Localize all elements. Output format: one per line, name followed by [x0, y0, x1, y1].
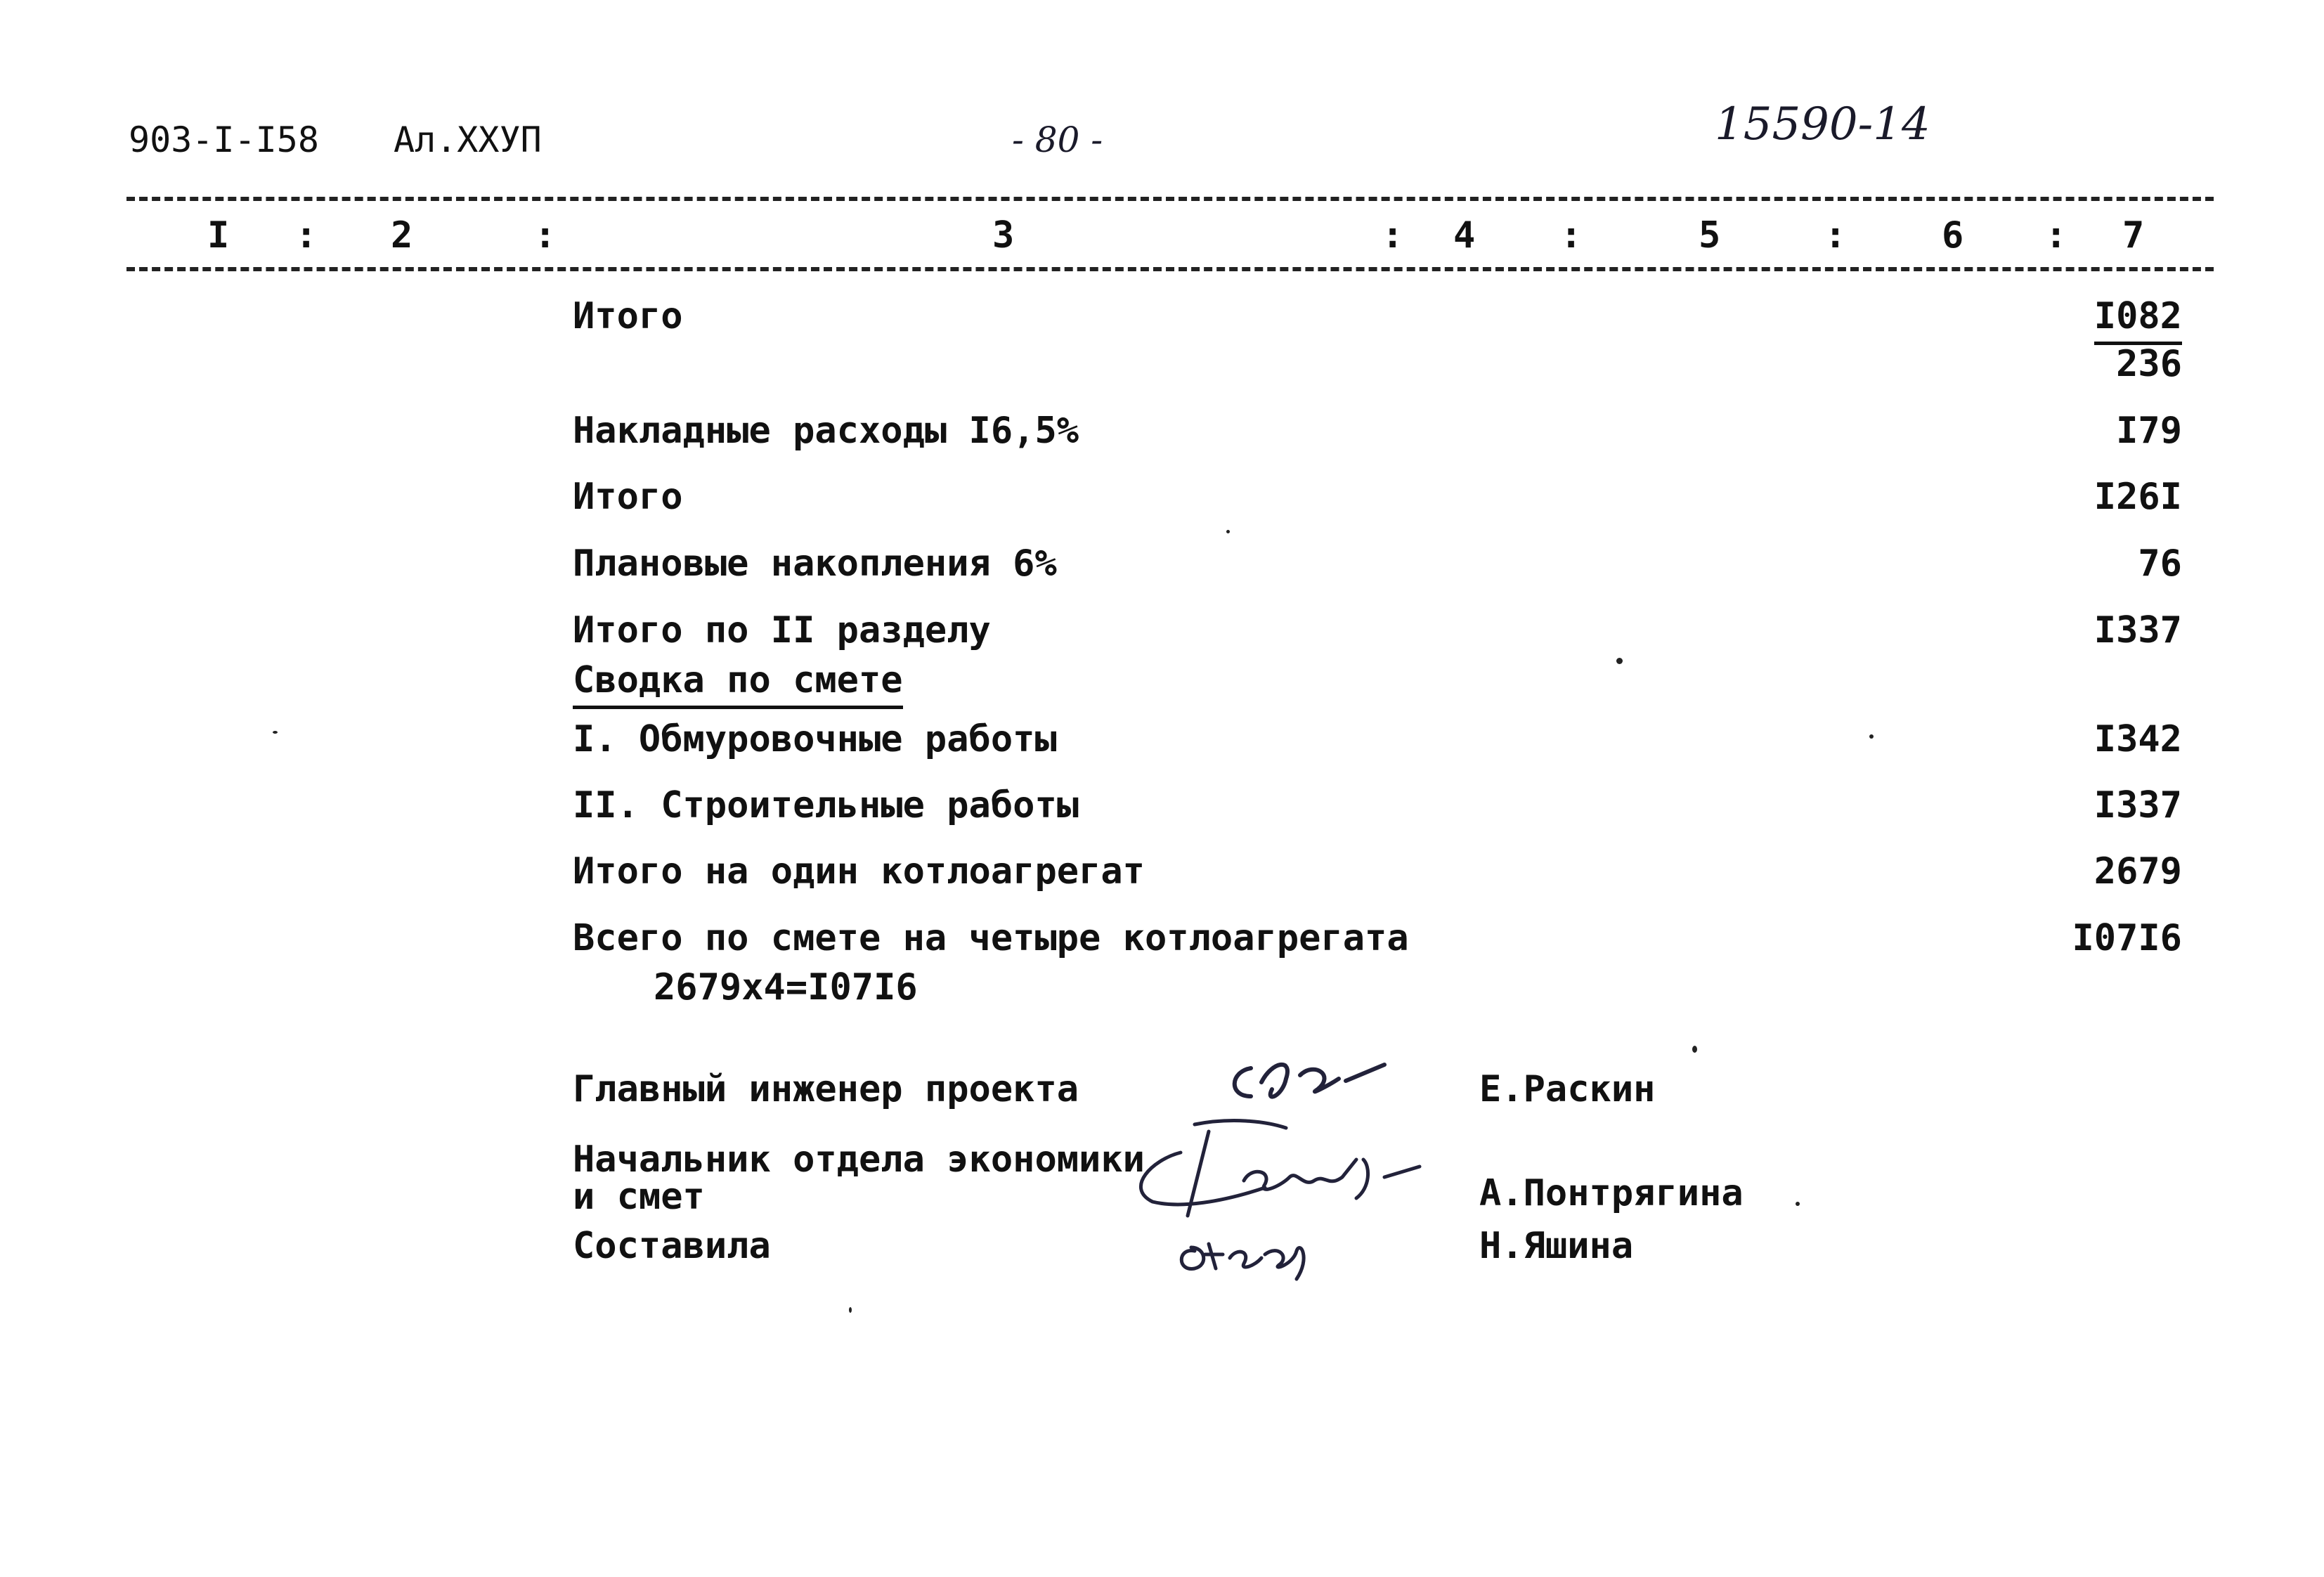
column-header-6: 6	[1942, 214, 1964, 257]
signature-role: Составила	[573, 1225, 771, 1267]
scan-speck	[1692, 1046, 1697, 1053]
column-header-1: I	[207, 214, 230, 257]
handwritten-signature	[1124, 1110, 1455, 1230]
signature-name: Е.Раскин	[1479, 1068, 1656, 1110]
row-formula: 2679x4=I07I6	[654, 966, 918, 1008]
scan-speck	[1616, 658, 1623, 664]
row-value: I337	[2093, 609, 2182, 651]
archive-number: 15590-14	[1715, 98, 1930, 150]
page-number: - 80 -	[1012, 119, 1103, 160]
row-label: Итого на один котлоагрегат	[573, 850, 1145, 893]
row-label: Плановые накопления 6%	[573, 543, 1057, 585]
signature-name: А.Понтрягина	[1479, 1172, 1744, 1214]
column-header-5: 5	[1699, 214, 1721, 257]
signature-name: Н.Яшина	[1479, 1225, 1634, 1267]
album-number: Ал.XXУП	[394, 119, 542, 160]
row-value: 2679	[2093, 850, 2182, 893]
column-header-2: 2	[391, 214, 413, 257]
section-heading: Сводка по смете	[573, 659, 903, 701]
column-separator: :	[1560, 214, 1583, 257]
column-separator: :	[534, 214, 557, 257]
row-value: 76	[2138, 543, 2182, 585]
doc-code: 903-I-I58	[129, 119, 319, 160]
column-header-4: 4	[1453, 214, 1476, 257]
handwritten-signature	[1174, 1216, 1321, 1286]
column-separator: :	[295, 214, 318, 257]
row-value: I082	[2094, 295, 2182, 337]
row-value: I337	[2093, 784, 2182, 826]
scan-speck	[1226, 530, 1230, 533]
row-label: Итого	[573, 476, 683, 518]
column-header-7: 7	[2122, 214, 2145, 257]
column-separator: :	[1824, 214, 1847, 257]
row-label: Итого	[573, 295, 683, 337]
signature-role: Главный инженер проекта	[573, 1068, 1079, 1110]
handwritten-signature	[1223, 1047, 1406, 1117]
row-label: I. Обмуровочные работы	[573, 718, 1057, 760]
signature-role-continued: и смет	[573, 1176, 705, 1218]
row-value: I07I6	[2072, 917, 2182, 959]
row-value: I342	[2093, 718, 2182, 760]
scan-speck	[849, 1307, 852, 1313]
scan-speck	[1869, 734, 1874, 739]
column-header-3: 3	[992, 214, 1015, 257]
scan-speck	[273, 731, 278, 734]
row-label: Накладные расходы I6,5%	[573, 410, 1079, 452]
column-separator: :	[1382, 214, 1404, 257]
row-label: Всего по смете на четыре котлоагрегата	[573, 917, 1409, 959]
column-separator: :	[2045, 214, 2067, 257]
row-value: I26I	[2093, 476, 2182, 518]
row-value-secondary: 236	[2116, 343, 2182, 385]
row-label: Итого по II разделу	[573, 609, 991, 651]
header-rule-bottom	[126, 267, 2214, 271]
row-value: I79	[2116, 410, 2182, 452]
scan-speck	[1796, 1202, 1800, 1206]
signature-role: Начальник отдела экономики	[573, 1138, 1145, 1181]
header-rule-top	[126, 197, 2214, 201]
row-label: II. Строительные работы	[573, 784, 1079, 826]
